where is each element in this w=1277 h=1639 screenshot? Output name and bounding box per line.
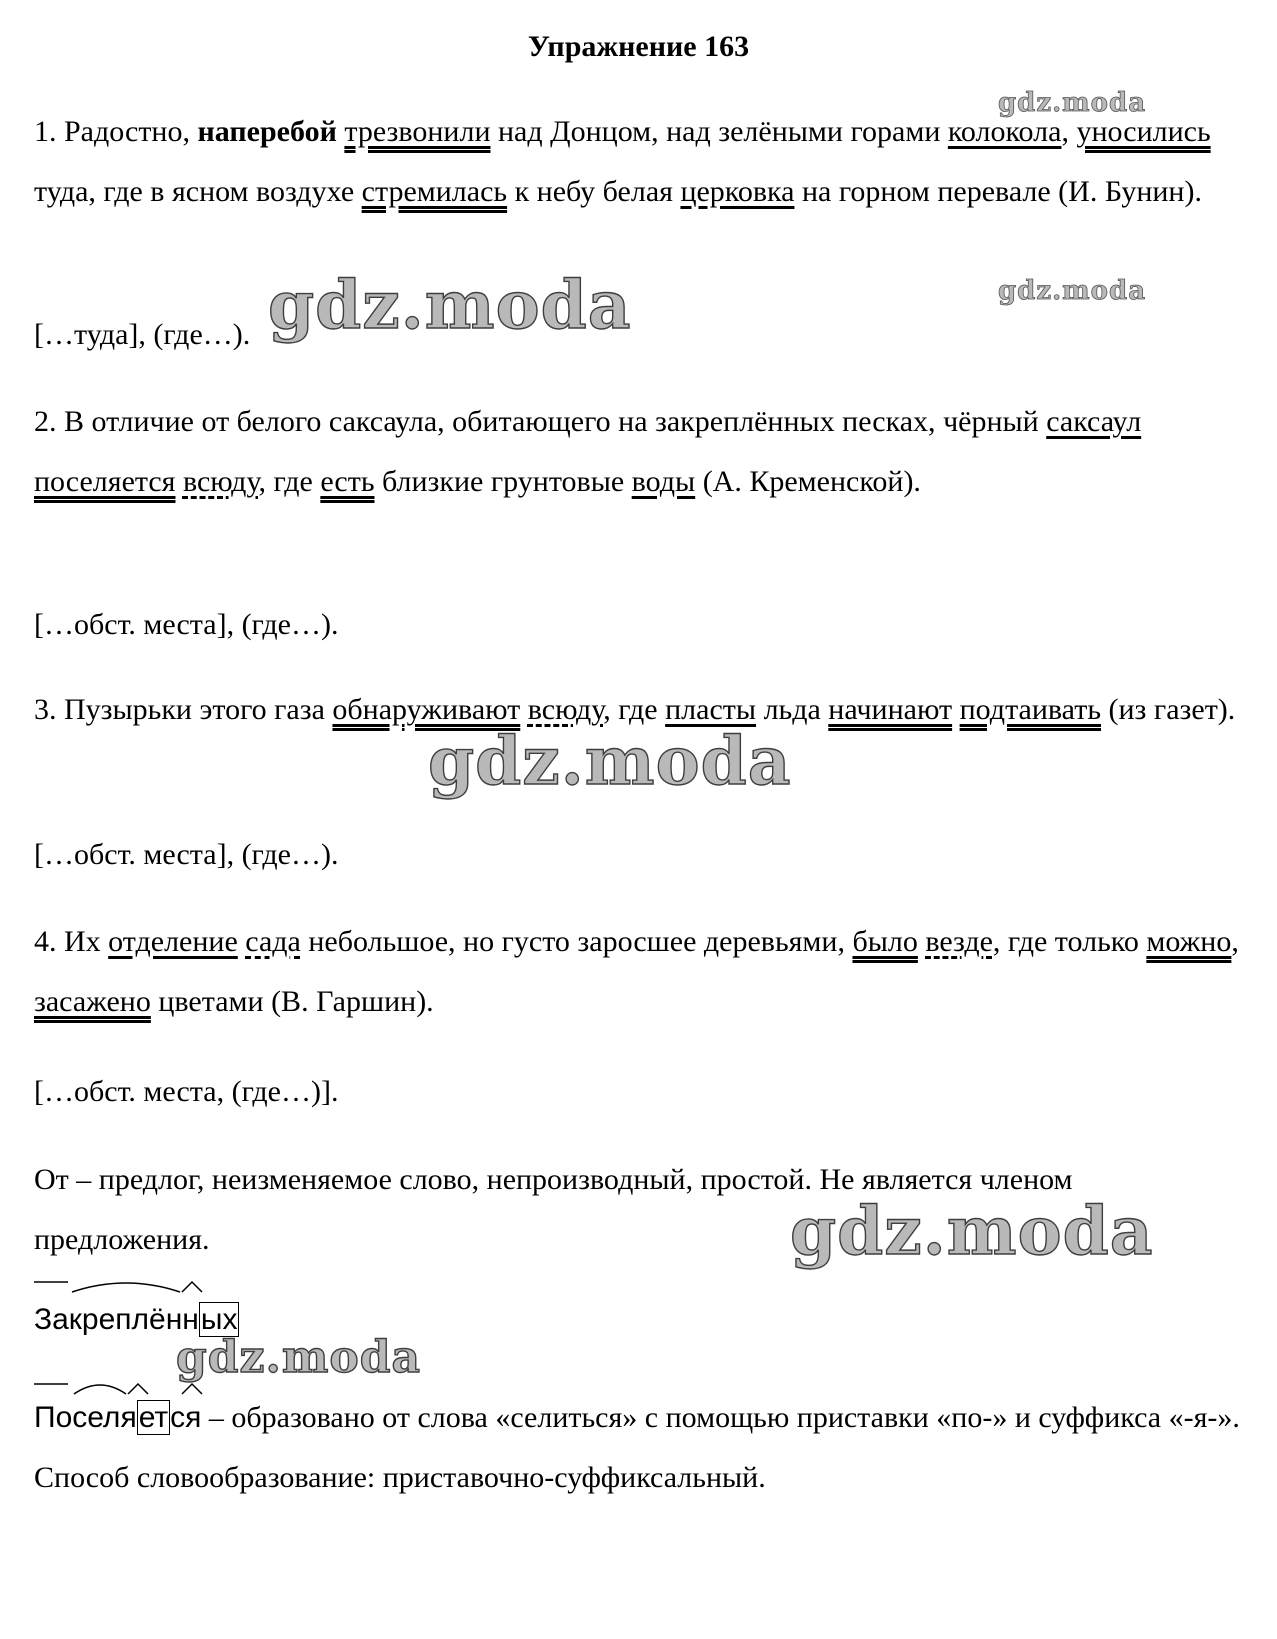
watermark-logo: gdz.moda [428, 722, 792, 800]
watermark-logo: gdz.moda [998, 88, 1147, 118]
text: , где [258, 465, 313, 498]
text: , [992, 925, 1001, 958]
word-part: ся [170, 1401, 202, 1434]
adverbial: всюду [527, 693, 604, 726]
text: над Донцом, над зелёными горами [498, 115, 941, 148]
word-ending: ых [200, 1303, 238, 1336]
text: , где [603, 693, 658, 726]
predicate: трезвонили [344, 115, 491, 148]
predicate: можно [1146, 925, 1232, 958]
morpheme-marks [34, 1380, 234, 1406]
predicate: есть [320, 465, 375, 498]
text: чёрный [943, 405, 1039, 438]
word-ending: ет [138, 1401, 169, 1434]
scheme-1: […туда], (где…). [34, 318, 251, 351]
adverbial: всюду [182, 465, 259, 498]
text: близкие грунтовые [382, 465, 625, 498]
predicate: подтаивать [959, 693, 1102, 726]
text: (А. Кременской). [702, 465, 921, 498]
scheme-2: […обст. места], (где…). [34, 608, 339, 641]
text: туда, где в ясном воздухе [34, 175, 355, 208]
text: к небу белая [514, 175, 673, 208]
text: (из газет). [1108, 693, 1236, 726]
predicate: было [852, 925, 918, 958]
scheme-3: […обст. места], (где…). [34, 838, 339, 871]
predicate: стремилась [361, 175, 508, 208]
watermark-logo: gdz.moda [176, 1332, 422, 1383]
text: Пузырьки этого газа [64, 693, 325, 726]
predicate: начинают [828, 693, 953, 726]
exercise-number: 1. [34, 115, 57, 148]
morphemic-word-2 [34, 1388, 1244, 1508]
predicate: засажено [34, 985, 151, 1018]
text: где только [1007, 925, 1139, 958]
exercise-4 [34, 912, 1244, 1032]
subject: отделение [108, 925, 238, 958]
word-formation-text: – образовано от слова «селиться» с помощью приставки «по-» и суффикса «-я-». Способ словообразование: приставочно-суффиксальный. [34, 1401, 1240, 1494]
text: Их [64, 925, 101, 958]
page-title: Упражнение 163 [527, 30, 750, 63]
predicate: поселяется [34, 465, 176, 498]
morpheme-marks [34, 1278, 254, 1304]
exercise-number: 4. [34, 925, 57, 958]
subject: колокола [947, 115, 1062, 148]
text: , [1061, 115, 1069, 148]
word-part: Поселя [34, 1401, 137, 1434]
subject: саксаул [1046, 405, 1142, 438]
word-stem: Закреплённ [34, 1303, 199, 1336]
predicate: уносились [1076, 115, 1211, 148]
exercise-2 [34, 392, 1244, 512]
text: небольшое, но густо заросшее деревьями, [308, 925, 845, 958]
note-paragraph: От – предлог, неизменяемое слово, непроизводный, простой. Не является членом предложения. [34, 1163, 1073, 1256]
subject: церковка [680, 175, 795, 208]
text: , [1231, 925, 1239, 958]
attribute: сада [245, 925, 301, 958]
text: наперебой [197, 115, 337, 148]
scheme-4: […обст. места, (где…)]. [34, 1075, 339, 1108]
text: льда [763, 693, 821, 726]
subject: пласты [665, 693, 757, 726]
exercise-1 [34, 102, 1244, 222]
adverbial: везде [925, 925, 993, 958]
predicate: обнаруживают [332, 693, 521, 726]
text: на горном перевале (И. Бунин). [801, 175, 1202, 208]
exercise-number: 2. [34, 405, 57, 438]
watermark-logo: gdz.moda [790, 1192, 1154, 1270]
exercise-number: 3. [34, 693, 57, 726]
text: цветами (В. Гаршин). [158, 985, 434, 1018]
text: В отличие от белого саксаула, обитающего на закреплённых песках, [64, 405, 936, 438]
watermark-logo: gdz.moda [998, 276, 1147, 306]
text: Радостно, [64, 115, 190, 148]
watermark-logo: gdz.moda [268, 266, 632, 344]
subject: воды [631, 465, 696, 498]
